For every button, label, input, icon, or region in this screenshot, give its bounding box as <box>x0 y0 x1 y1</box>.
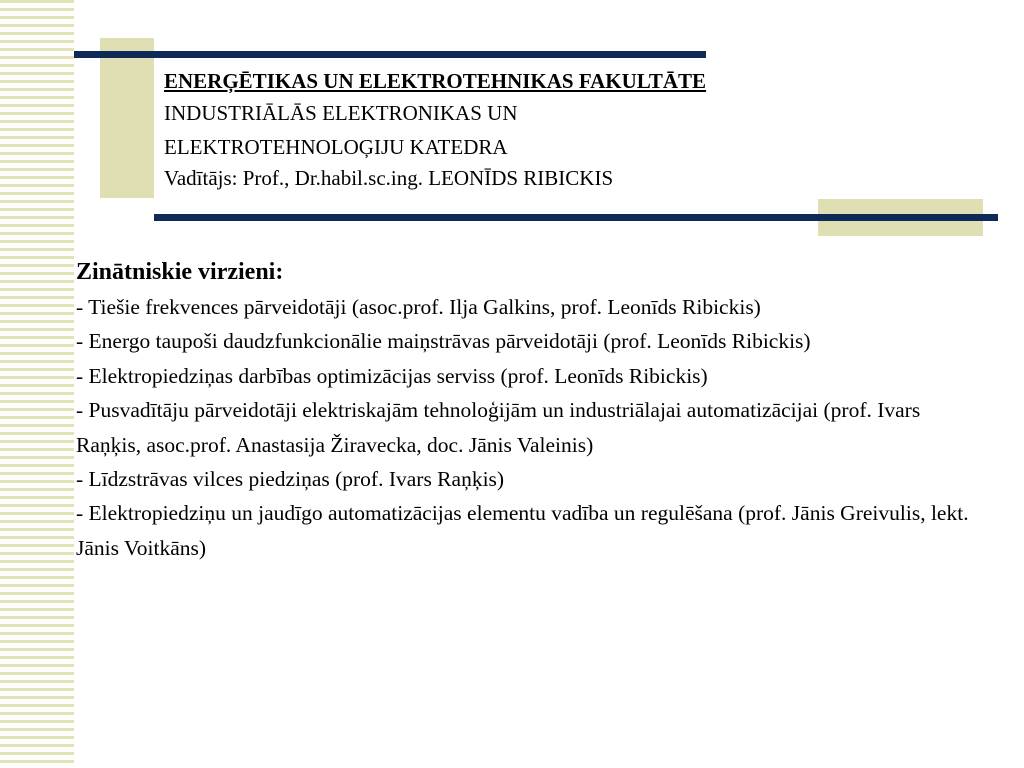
directions-list <box>76 290 981 565</box>
slide-header <box>164 66 994 192</box>
direction-item: - Pusvadītāju pārveidotāji elektriskajām tehnoloģijām un industriālajai automatizācijai (prof. Ivars Raņķis, asoc.prof. Anastasija Žiravecka, doc. Jānis Valeinis) <box>76 398 921 457</box>
direction-item: - Energo taupoši daudzfunkcionālie maiņstrāvas pārveidotāji (prof. Leonīds Ribickis) <box>76 329 811 354</box>
decorative-bar-right <box>154 214 998 221</box>
direction-item: - Elektropiedziņu un jaudīgo automatizācijas elementu vadība un regulēšana (prof. Jānis Greivulis, lekt. Jānis Voitkāns) <box>76 501 969 560</box>
department-head: Vadītājs: Prof., Dr.habil.sc.ing. LEONĪDS RIBICKIS <box>164 166 614 190</box>
direction-item: - Līdzstrāvas vilces piedziņas (prof. Ivars Raņķis) <box>76 467 505 492</box>
decorative-bar-top <box>74 51 706 58</box>
direction-item: - Tiešie frekvences pārveidotāji (asoc.prof. Ilja Galkins, prof. Leonīds Ribickis) <box>76 295 761 319</box>
section-title: Zinātniskie virzieni: <box>76 259 284 285</box>
decorative-block-top <box>100 38 154 198</box>
striped-border <box>0 0 74 768</box>
slide-content <box>76 254 981 565</box>
direction-item: - Elektropiedziņas darbības optimizācijas serviss (prof. Leonīds Ribickis) <box>76 363 708 388</box>
department-line-1: INDUSTRIĀLĀS ELEKTRONIKAS UN <box>164 101 518 125</box>
department-line-2: ELEKTROTEHNOLOĢIJU KATEDRA <box>164 135 508 159</box>
faculty-title: ENERĢĒTIKAS UN ELEKTROTEHNIKAS FAKULTĀTE <box>164 69 707 93</box>
